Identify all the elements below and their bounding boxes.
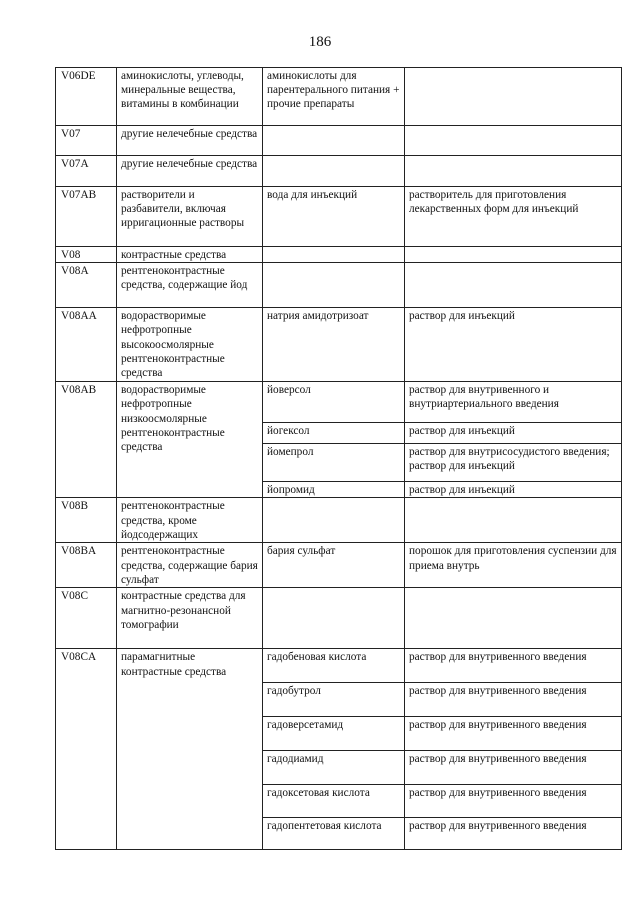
form-cell: раствор для инъекций bbox=[405, 423, 622, 444]
table-row bbox=[56, 543, 622, 588]
atc-code-cell: V08AB bbox=[56, 382, 117, 498]
drug-cell: натрия амидотризоат bbox=[263, 308, 405, 382]
table-row bbox=[56, 68, 622, 126]
atc-code-cell: V08C bbox=[56, 588, 117, 649]
drug-cell bbox=[263, 126, 405, 156]
table-row bbox=[56, 308, 622, 382]
drug-cell: вода для инъекций bbox=[263, 187, 405, 247]
drug-cell: йопромид bbox=[263, 482, 405, 498]
form-cell bbox=[405, 68, 622, 126]
atc-code-cell: V07 bbox=[56, 126, 117, 156]
drug-cell: бария сульфат bbox=[263, 543, 405, 588]
table-row bbox=[56, 187, 622, 247]
form-cell: раствор для инъекций bbox=[405, 308, 622, 382]
group-cell: парамагнитные контрастные средства bbox=[117, 649, 263, 850]
group-cell: растворители и разбавители, включая ирригационные растворы bbox=[117, 187, 263, 247]
atc-code-cell: V08 bbox=[56, 247, 117, 263]
table-row bbox=[56, 649, 622, 683]
drug-cell: йомепрол bbox=[263, 444, 405, 482]
form-cell: раствор для внутривенного введения bbox=[405, 649, 622, 683]
drug-cell bbox=[263, 156, 405, 187]
drug-cell: гадоверсетамид bbox=[263, 717, 405, 751]
group-cell: другие нелечебные средства bbox=[117, 156, 263, 187]
form-cell bbox=[405, 156, 622, 187]
form-cell bbox=[405, 263, 622, 308]
drug-classification-table bbox=[55, 67, 622, 850]
group-cell: контрастные средства для магнитно-резонансной томографии bbox=[117, 588, 263, 649]
atc-code-cell: V08BA bbox=[56, 543, 117, 588]
form-cell: раствор для внутривенного введения bbox=[405, 818, 622, 850]
drug-cell: гадоксетовая кислота bbox=[263, 785, 405, 818]
form-cell bbox=[405, 247, 622, 263]
form-cell: раствор для внутривенного введения bbox=[405, 751, 622, 785]
drug-cell bbox=[263, 263, 405, 308]
atc-code-cell: V08CA bbox=[56, 649, 117, 850]
group-cell: водорастворимые нефротропные высокоосмолярные рентгеноконтрастные средства bbox=[117, 308, 263, 382]
drug-cell bbox=[263, 498, 405, 543]
group-cell: рентгеноконтрастные средства, содержащие бария сульфат bbox=[117, 543, 263, 588]
atc-code-cell: V06DE bbox=[56, 68, 117, 126]
form-cell bbox=[405, 126, 622, 156]
form-cell: раствор для внутрисосудистого введения; раствор для инъекций bbox=[405, 444, 622, 482]
table-row bbox=[56, 247, 622, 263]
form-cell: раствор для инъекций bbox=[405, 482, 622, 498]
group-cell: другие нелечебные средства bbox=[117, 126, 263, 156]
group-cell: водорастворимые нефротропные низкоосмолярные рентгеноконтрастные средства bbox=[117, 382, 263, 498]
table-row bbox=[56, 126, 622, 156]
drug-cell: гадодиамид bbox=[263, 751, 405, 785]
drug-cell bbox=[263, 588, 405, 649]
drug-cell: гадопентетовая кислота bbox=[263, 818, 405, 850]
form-cell: растворитель для приготовления лекарственных форм для инъекций bbox=[405, 187, 622, 247]
table-row bbox=[56, 263, 622, 308]
group-cell: аминокислоты, углеводы, минеральные вещества, витамины в комбинации bbox=[117, 68, 263, 126]
table-row bbox=[56, 382, 622, 423]
table-row bbox=[56, 588, 622, 649]
atc-code-cell: V07AB bbox=[56, 187, 117, 247]
group-cell: контрастные средства bbox=[117, 247, 263, 263]
page-number: 186 bbox=[308, 34, 332, 50]
form-cell bbox=[405, 588, 622, 649]
group-cell: рентгеноконтрастные средства, кроме йодсодержащих bbox=[117, 498, 263, 543]
table-row bbox=[56, 156, 622, 187]
drug-cell: йогексол bbox=[263, 423, 405, 444]
drug-cell bbox=[263, 247, 405, 263]
form-cell: раствор для внутривенного введения bbox=[405, 717, 622, 751]
form-cell bbox=[405, 498, 622, 543]
drug-cell: йоверсол bbox=[263, 382, 405, 423]
form-cell: раствор для внутривенного введения bbox=[405, 785, 622, 818]
drug-cell: гадобутрол bbox=[263, 683, 405, 717]
atc-code-cell: V08A bbox=[56, 263, 117, 308]
group-cell: рентгеноконтрастные средства, содержащие йод bbox=[117, 263, 263, 308]
atc-code-cell: V08AA bbox=[56, 308, 117, 382]
form-cell: раствор для внутривенного и внутриартериального введения bbox=[405, 382, 622, 423]
table-row bbox=[56, 498, 622, 543]
atc-code-cell: V07A bbox=[56, 156, 117, 187]
form-cell: порошок для приготовления суспензии для приема внутрь bbox=[405, 543, 622, 588]
form-cell: раствор для внутривенного введения bbox=[405, 683, 622, 717]
drug-cell: аминокислоты для парентерального питания + прочие препараты bbox=[263, 68, 405, 126]
atc-code-cell: V08B bbox=[56, 498, 117, 543]
drug-cell: гадобеновая кислота bbox=[263, 649, 405, 683]
